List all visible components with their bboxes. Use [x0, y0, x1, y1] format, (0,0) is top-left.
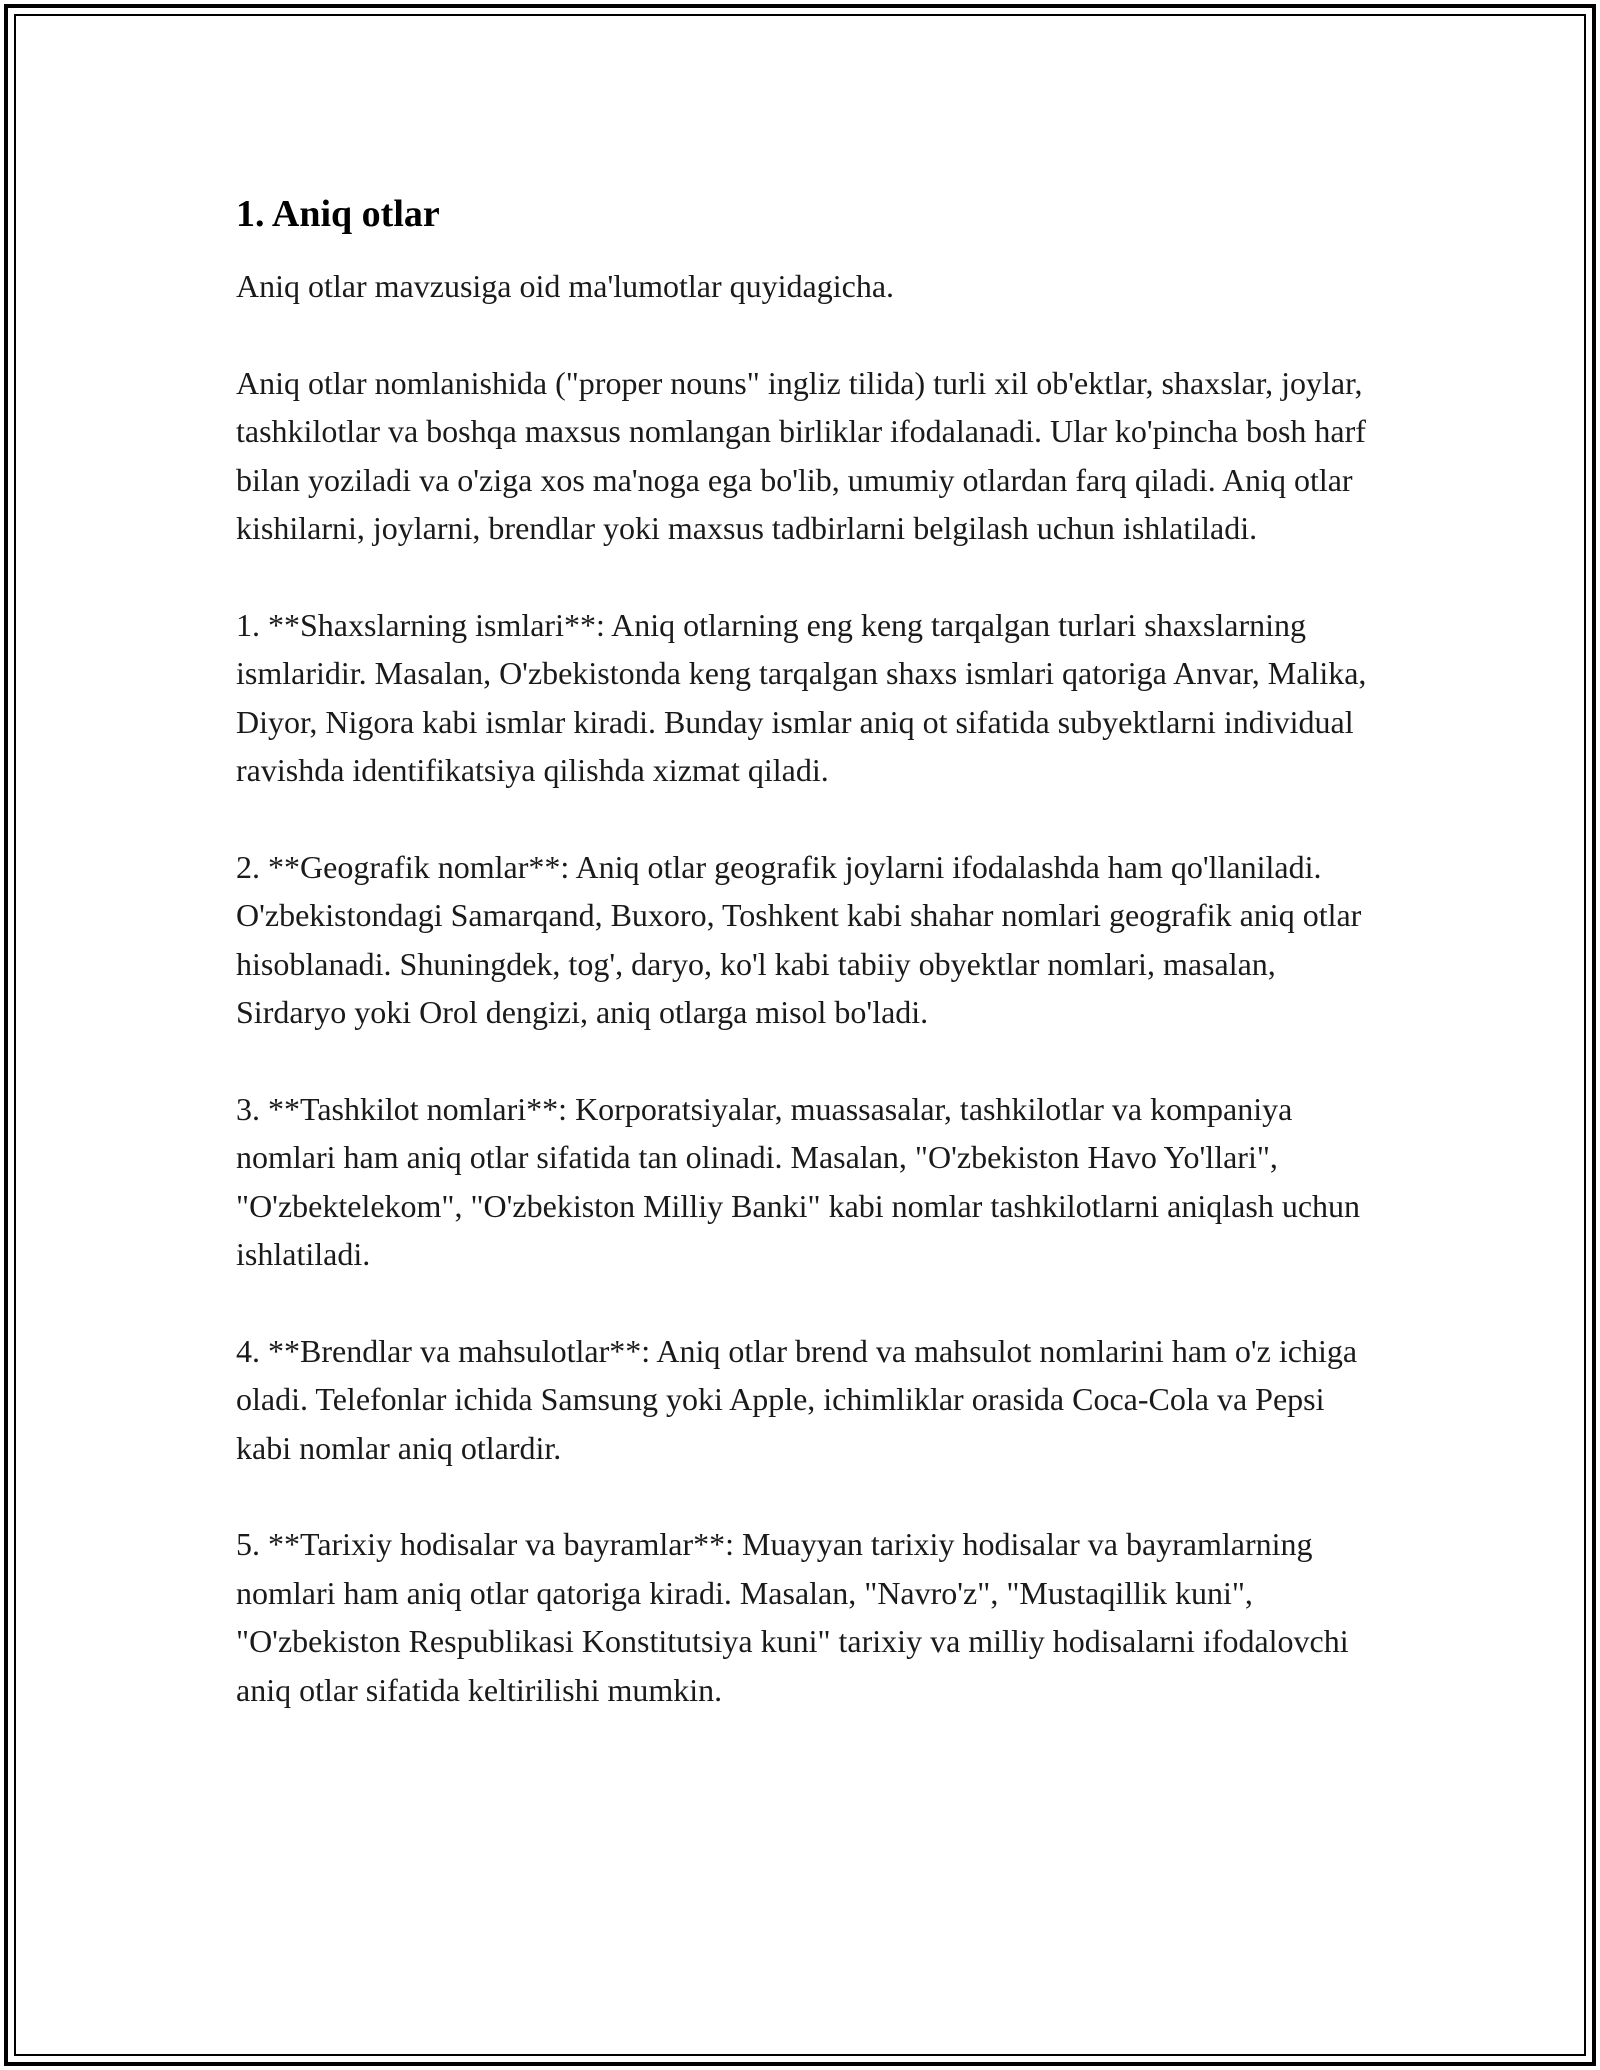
list-item-organization-names: 3. **Tashkilot nomlari**: Korporatsiyalar, muassasalar, tashkilotlar va kompaniya nomlari ham aniq otlar sifatida tan olinadi. Masalan, "O'zbekiston Havo Yo'llari", "O'zbektelekom", "O'zbekiston Milliy Banki" kabi nomlar tashkilotlarni aniqlash uchun ishlatiladi. [236, 1090, 1361, 1272]
list-item-geographic-names: 2. **Geografik nomlar**: Aniq otlar geografik joylarni ifodalashda ham qo'llaniladi. O'zbekistondagi Samarqand, Buxoro, Toshkent kabi shahar nomlari geografik aniq otlar hisoblanadi. Shuningdek, tog', daryo, ko'l kabi tabiiy obyektlar nomlari, masalan, Sirdaryo yoki Orol dengizi, aniq otlarga misol bo'ladi. [236, 848, 1362, 1030]
intro-paragraph: Aniq otlar mavzusiga oid ma'lumotlar quyidagicha. [236, 268, 895, 304]
definition-paragraph: Aniq otlar nomlanishida ("proper nouns" ingliz tilida) turli xil ob'ektlar, shaxslar, joylar, tashkilotlar va boshqa maxsus nomlangan birliklar ifodalanadi. Ular ko'pincha bosh harf bilan yoziladi va o'ziga xos ma'noga ega bo'lib, umumiy otlardan farq qiladi. Aniq otlar kishilarni, joylarni, brendlar yoki maxsus tadbirlarni belgilash uchun ishlatiladi. [236, 364, 1366, 546]
list-item-brands-products: 4. **Brendlar va mahsulotlar**: Aniq otlar brend va mahsulot nomlarini ham o'z ichiga oladi. Telefonlar ichida Samsung yoki Apple, ichimliklar orasida Coca-Cola va Pepsi kabi nomlar aniq otlardir. [236, 1332, 1358, 1466]
list-item-personal-names: 1. **Shaxslarning ismlari**: Aniq otlarning eng keng tarqalgan turlari shaxslarning ismlaridir. Masalan, O'zbekistonda keng tarqalgan shaxs ismlari qatoriga Anvar, Malika, Diyor, Nigora kabi ismlar kiradi. Bunday ismlar aniq ot sifatida subyektlarni individual ravishda identifikatsiya qilishda xizmat qiladi. [236, 606, 1367, 788]
list-item-historical-events: 5. **Tarixiy hodisalar va bayramlar**: Muayyan tarixiy hodisalar va bayramlarning nomlari ham aniq otlar qatoriga kiradi. Masalan, "Navro'z", "Mustaqillik kuni", "O'zbekiston Respublikasi Konstitutsiya kuni" tarixiy va milliy hodisalarni ifodalovchi aniq otlar sifatida keltirilishi mumkin. [236, 1526, 1349, 1708]
section-heading: 1. Aniq otlar [236, 193, 440, 235]
document-body [236, 186, 1376, 1762]
